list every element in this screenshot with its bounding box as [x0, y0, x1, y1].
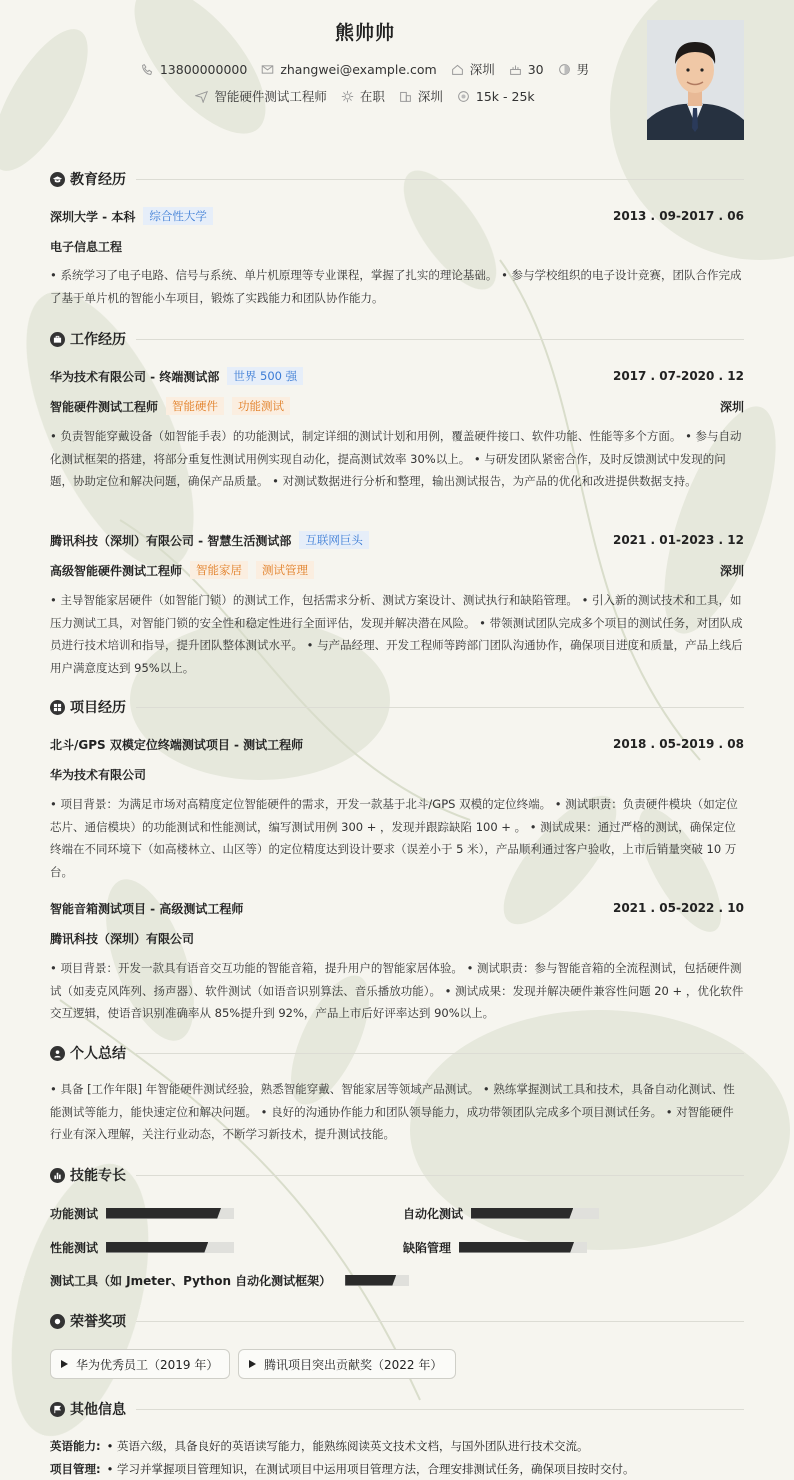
- person-icon: [558, 63, 571, 76]
- education-date: 2013 . 09-2017 . 06: [612, 209, 744, 223]
- phone-icon: [141, 63, 154, 76]
- phone-item: [141, 62, 247, 77]
- play-triangle-icon: [249, 1360, 256, 1368]
- job-intent-row: [0, 87, 730, 105]
- section-divider: [136, 179, 744, 180]
- salary-text: 15k - 25k: [475, 88, 535, 104]
- work-city: 深圳: [719, 563, 744, 578]
- award-label: 腾讯项目突出贡献奖（2022 年）: [264, 1357, 443, 1372]
- skill-bar-fill: [106, 1208, 221, 1219]
- skill-item: [403, 1239, 587, 1255]
- briefcase-icon: [50, 332, 65, 347]
- section-divider: [136, 1321, 744, 1322]
- skill-bar: [345, 1275, 409, 1286]
- target-city-item: [399, 87, 443, 105]
- work-date: 2017 . 07-2020 . 12: [612, 369, 744, 383]
- other-text: • 学习并掌握项目管理知识，在测试项目中运用项目管理方法，合理安排测试任务，确保项目按时交付。: [106, 1462, 635, 1476]
- project-2-desc: • 项目背景：开发一款具有语音交互功能的智能音箱，提升用户的智能家居体验。 • 测试职责：参与智能音箱的全流程测试，包括硬件测试（如麦克风阵列、扬声器）、软件测试（如语音识别算法、音乐播放功能）。 • 测试成果：发现并解决硬件兼容性问题 20 + ，优化软件交互逻辑，使语音识别准确率从 85%提升到 92%，产品上市后好评率达到 90%以上。: [50, 961, 744, 1020]
- work-1-header: [50, 367, 744, 385]
- company-tag: 互联网巨头: [299, 531, 369, 549]
- other-item: [50, 1435, 744, 1457]
- major: 电子信息工程: [50, 239, 123, 254]
- project-company: 腾讯科技（深圳）有限公司: [50, 931, 195, 946]
- job-role: 智能硬件测试工程师: [50, 399, 159, 414]
- skill-bar-fill: [471, 1208, 573, 1219]
- skill-name: 测试工具（如 Jmeter、Python 自动化测试框架）: [50, 1273, 332, 1288]
- other-item: [50, 1458, 744, 1480]
- skill-tag: 测试管理: [256, 561, 314, 579]
- summary-text: • 具备 [工作年限] 年智能硬件测试经验，熟悉智能穿戴、智能家居等领域产品测试。 • 熟练掌握测试工具和技术，具备自动化测试、性能测试等能力，能快速定位和解决问题。 • 良好的沟通协作能力和团队领导能力，成功带领团队完成多个项目测试任务。 • 对智能硬件行业有深入理解，关注行业动态，不断学习新技术，提升测试技能。: [50, 1082, 735, 1141]
- project-company: 华为技术有限公司: [50, 767, 147, 782]
- skill-bar: [106, 1208, 234, 1219]
- project-1-header: [50, 735, 744, 753]
- company-name: 华为技术有限公司 - 终端测试部: [50, 369, 220, 384]
- skill-tag: 智能硬件: [166, 397, 224, 415]
- project-date: 2021 . 05-2022 . 10: [612, 901, 744, 915]
- position-item: [195, 87, 327, 105]
- section-title: 技能专长: [70, 1168, 126, 1184]
- grid-icon: [50, 700, 65, 715]
- position-text: 智能硬件测试工程师: [214, 89, 327, 104]
- cake-icon: [509, 63, 522, 76]
- skill-item: [50, 1205, 234, 1221]
- age-text: 30: [527, 61, 544, 77]
- company-tag: 世界 500 强: [227, 367, 303, 385]
- skill-name: 缺陷管理: [403, 1240, 452, 1255]
- project-date: 2018 . 05-2019 . 08: [612, 737, 744, 751]
- section-divider: [136, 339, 744, 340]
- work-date: 2021 . 01-2023 . 12: [612, 533, 744, 547]
- coin-icon: [457, 90, 470, 103]
- building-icon: [399, 90, 412, 103]
- section-divider: [136, 1053, 744, 1054]
- skill-item: [50, 1272, 409, 1288]
- city-item: [451, 60, 495, 78]
- education-major-row: [50, 237, 744, 255]
- other-label: 项目管理:: [50, 1462, 101, 1476]
- project-title: 智能音箱测试项目 - 高级测试工程师: [50, 901, 244, 916]
- target-city-text: 深圳: [417, 89, 443, 104]
- skill-bar-fill: [459, 1242, 574, 1253]
- skill-item: [50, 1239, 234, 1255]
- phone-text: 13800000000: [159, 61, 248, 77]
- salary-item: [457, 89, 535, 104]
- other-label: 英语能力:: [50, 1439, 101, 1453]
- school-tag: 综合性大学: [143, 207, 213, 225]
- section-work: [50, 328, 744, 350]
- graduation-cap-icon: [50, 172, 65, 187]
- section-other: [50, 1398, 744, 1420]
- company-name: 腾讯科技（深圳）有限公司 - 智慧生活测试部: [50, 533, 292, 548]
- skill-name: 性能测试: [50, 1240, 99, 1255]
- medal-icon: [50, 1314, 65, 1329]
- project-1-company-row: [50, 765, 744, 783]
- section-summary: [50, 1042, 744, 1064]
- section-title: 项目经历: [70, 700, 126, 716]
- section-title: 其他信息: [70, 1402, 126, 1418]
- work-2-role-row: [50, 561, 744, 579]
- section-divider: [136, 707, 744, 708]
- gender-item: [558, 60, 590, 78]
- job-role: 高级智能硬件测试工程师: [50, 563, 183, 578]
- profile-photo: [647, 20, 744, 140]
- email-item: [261, 62, 436, 77]
- school-name: 深圳大学 - 本科: [50, 209, 136, 224]
- skill-bar-fill: [106, 1242, 208, 1253]
- project-1-desc: • 项目背景：为满足市场对高精度定位智能硬件的需求，开发一款基于北斗/GPS 双模的定位终端。 • 测试职责：负责硬件模块（如定位芯片、通信模块）的功能测试和性能测试，编写测试用例 300 + ，发现并跟踪缺陷 100 + 。 • 测试成果：通过严格的测试，确保定位终端在不同环境下（如高楼林立、山区等）的定位精度达到设计要求（误差小于 5 米），产品顺利通过客户验收，上市后销量突破 10 万台。: [50, 797, 738, 879]
- education-header: [50, 207, 744, 225]
- skill-tag: 智能家居: [190, 561, 248, 579]
- age-item: [509, 62, 544, 77]
- skill-name: 自动化测试: [403, 1206, 464, 1221]
- award-item[interactable]: [238, 1349, 456, 1379]
- email-text: zhangwei@example.com: [280, 61, 437, 77]
- skill-bar: [106, 1242, 234, 1253]
- skill-name: 功能测试: [50, 1206, 99, 1221]
- skill-bar: [459, 1242, 587, 1253]
- award-label: 华为优秀员工（2019 年）: [76, 1357, 219, 1372]
- project-title: 北斗/GPS 双模定位终端测试项目 - 测试工程师: [50, 737, 304, 752]
- section-education: [50, 168, 744, 190]
- send-icon: [195, 90, 208, 103]
- other-text: • 英语六级，具备良好的英语读写能力，能熟练阅读英文技术文档，与国外团队进行技术交流。: [106, 1439, 589, 1453]
- gender-text: 男: [576, 62, 590, 77]
- section-divider: [136, 1175, 744, 1176]
- award-item[interactable]: [50, 1349, 230, 1379]
- contact-row: [0, 60, 730, 78]
- gear-icon: [341, 90, 354, 103]
- section-title: 个人总结: [70, 1046, 126, 1062]
- education-desc: • 系统学习了电子电路、信号与系统、单片机原理等专业课程，掌握了扎实的理论基础。 • 参与学校组织的电子设计竞赛，团队合作完成了基于单片机的智能小车项目，锻炼了实践能力和团队协作能力。: [50, 268, 742, 305]
- work-2-header: [50, 531, 744, 549]
- skill-tag: 功能测试: [232, 397, 290, 415]
- section-divider: [136, 1409, 744, 1410]
- flag-icon: [50, 1402, 65, 1417]
- user-icon: [50, 1046, 65, 1061]
- home-icon: [451, 63, 464, 76]
- section-title: 教育经历: [70, 172, 126, 188]
- work-1-role-row: [50, 397, 744, 415]
- work-2-desc: • 主导智能家居硬件（如智能门锁）的测试工作，包括需求分析、测试方案设计、测试执行和缺陷管理。 • 引入新的测试技术和工具，如压力测试工具，对智能门锁的安全性和稳定性进行全面评估，发现并解决潜在风险。 • 带领测试团队完成多个项目的测试任务，对团队成员进行技术培训和指导，提升团队整体测试水平。 • 与产品经理、开发工程师等跨部门团队沟通协作，确保项目进度和质量，产品上线后用户满意度达到 95%以上。: [50, 593, 743, 675]
- project-2-header: [50, 899, 744, 917]
- section-skills: [50, 1164, 744, 1186]
- city-text: 深圳: [469, 62, 495, 77]
- bar-chart-icon: [50, 1168, 65, 1183]
- mail-icon: [261, 63, 274, 76]
- section-projects: [50, 696, 744, 718]
- section-title: 荣誉奖项: [70, 1314, 126, 1330]
- project-2-company-row: [50, 929, 744, 947]
- candidate-name: 熊帅帅: [334, 22, 395, 44]
- skill-bar-fill: [345, 1275, 396, 1286]
- section-awards: [50, 1310, 744, 1332]
- work-1-desc: • 负责智能穿戴设备（如智能手表）的功能测试，制定详细的测试计划和用例，覆盖硬件接口、软件功能、性能等多个方面。 • 参与自动化测试框架的搭建，将部分重复性测试用例实现自动化，提高测试效率 30%以上。 • 与研发团队紧密合作，及时反馈测试中发现的问题，协助定位和解决问题，确保产品质量。 • 对测试数据进行分析和整理，输出测试报告，为产品的优化和改进提供数据支持。: [50, 429, 742, 488]
- status-text: 在职: [359, 89, 385, 104]
- work-city: 深圳: [719, 399, 744, 414]
- status-item: [341, 87, 385, 105]
- section-title: 工作经历: [70, 332, 126, 348]
- skill-bar: [471, 1208, 599, 1219]
- skill-item: [403, 1205, 599, 1221]
- play-triangle-icon: [61, 1360, 68, 1368]
